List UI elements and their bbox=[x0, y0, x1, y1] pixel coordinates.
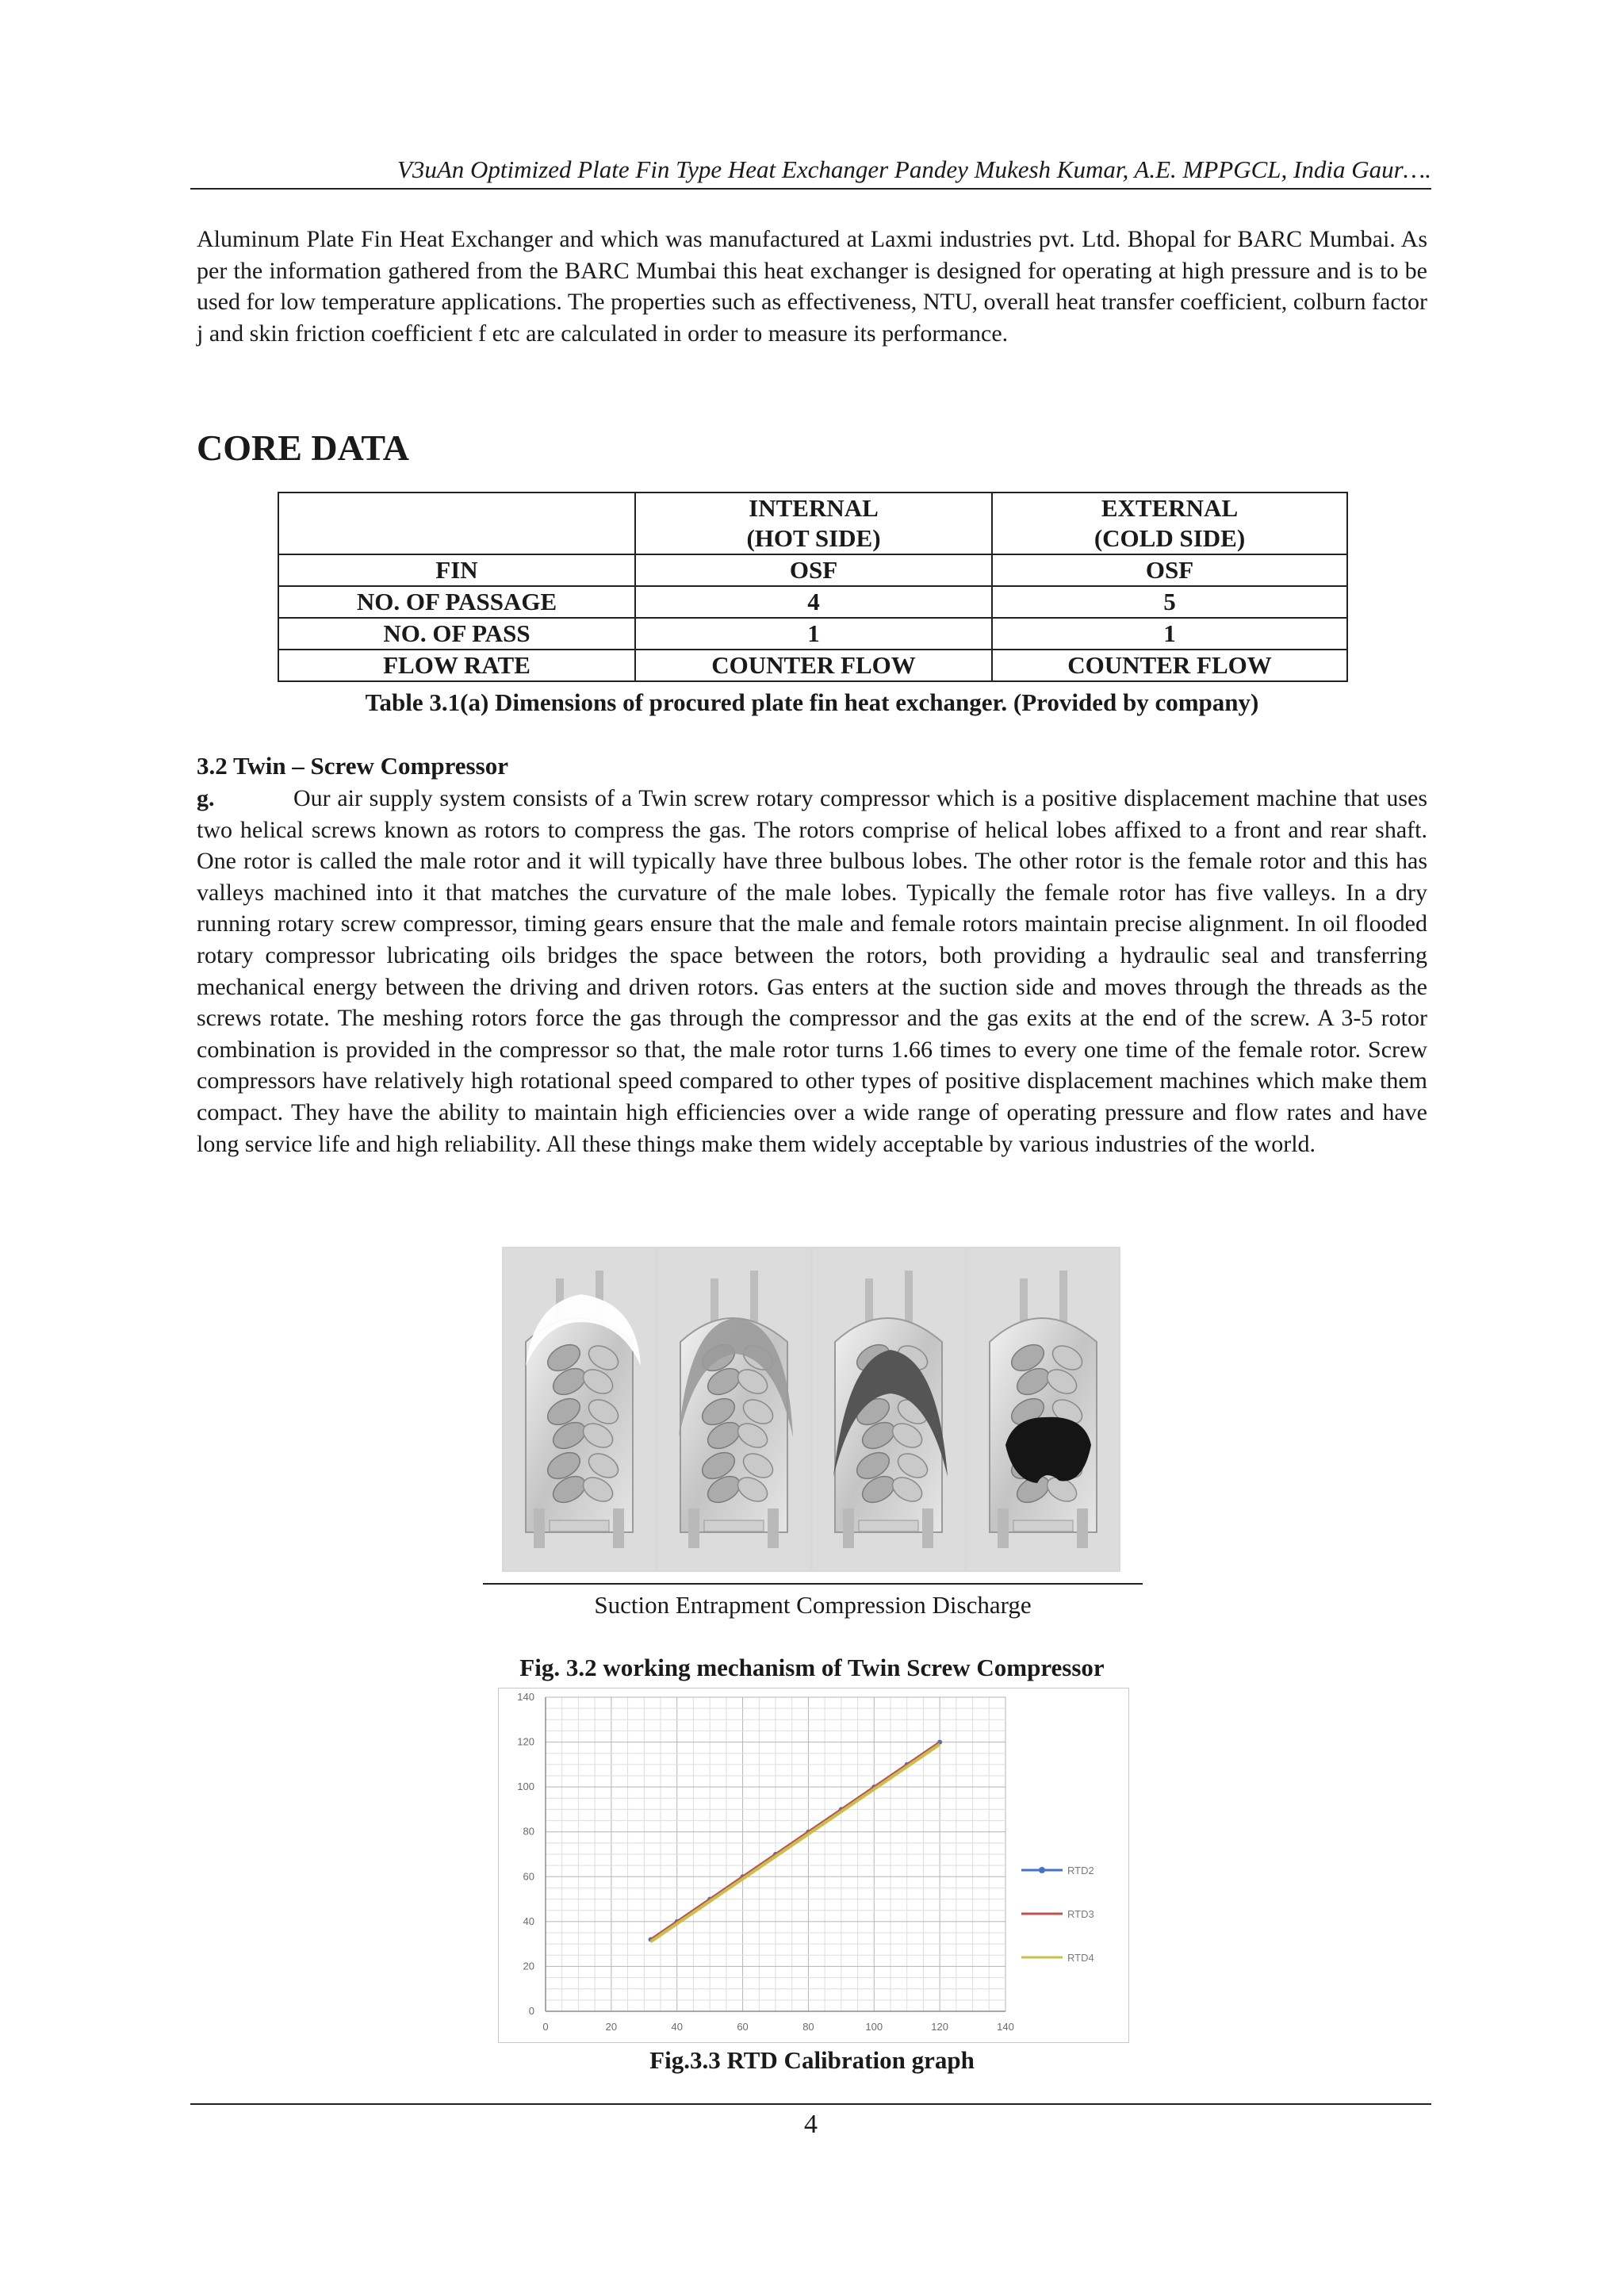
table-cell: 4 bbox=[635, 586, 992, 618]
table-cell: 1 bbox=[992, 618, 1347, 650]
core-data-table bbox=[278, 492, 1348, 682]
legend-label: RTD3 bbox=[1067, 1908, 1094, 1920]
section-lead: g. bbox=[197, 785, 215, 811]
table-cell: OSF bbox=[992, 554, 1347, 586]
core-data-heading: CORE DATA bbox=[197, 427, 409, 468]
table-cell: 5 bbox=[992, 586, 1347, 618]
x-tick-label: 20 bbox=[605, 2021, 618, 2033]
x-tick-label: 140 bbox=[997, 2021, 1014, 2033]
table-cell: NO. OF PASSAGE bbox=[278, 586, 635, 618]
table-header-row bbox=[278, 493, 1347, 554]
x-tick-label: 80 bbox=[802, 2021, 814, 2033]
figure-3-3-caption: Fig.3.3 RTD Calibration graph bbox=[649, 2046, 975, 2074]
x-tick-label: 100 bbox=[865, 2021, 883, 2033]
y-tick-label: 60 bbox=[523, 1870, 534, 1883]
table-row bbox=[278, 650, 1347, 681]
compressor-illustration bbox=[502, 1247, 1120, 1572]
table-row bbox=[278, 554, 1347, 586]
table-row bbox=[278, 586, 1347, 618]
table-cell: 1 bbox=[635, 618, 992, 650]
table-caption: Table 3.1(a) Dimensions of procured plate fin heat exchanger. (Provided by company) bbox=[365, 688, 1259, 716]
legend-label: RTD4 bbox=[1067, 1952, 1094, 1964]
y-tick-label: 0 bbox=[528, 2005, 534, 2017]
rtd-calibration-chart bbox=[498, 1688, 1129, 2043]
compressor-stage bbox=[813, 1248, 964, 1570]
y-tick-label: 40 bbox=[523, 1915, 534, 1927]
y-tick-label: 20 bbox=[523, 1960, 534, 1972]
table-cell: NO. OF PASS bbox=[278, 618, 635, 650]
footer-rule bbox=[190, 2103, 1431, 2105]
chart-svg bbox=[498, 1688, 1129, 2043]
y-tick-label: 100 bbox=[517, 1780, 534, 1793]
figure-3-2-caption: Fig. 3.2 working mechanism of Twin Screw Compressor bbox=[519, 1654, 1105, 1681]
table-header-cell bbox=[278, 493, 635, 554]
header-rule bbox=[190, 188, 1431, 190]
y-tick-label: 120 bbox=[517, 1735, 534, 1748]
x-tick-label: 60 bbox=[737, 2021, 749, 2033]
x-tick-label: 40 bbox=[671, 2021, 683, 2033]
y-tick-label: 140 bbox=[517, 1691, 534, 1703]
table-cell: FIN bbox=[278, 554, 635, 586]
compressor-stage bbox=[504, 1248, 655, 1570]
compressor-stage bbox=[967, 1248, 1119, 1570]
section-body bbox=[197, 783, 1427, 1159]
table-cell: FLOW RATE bbox=[278, 650, 635, 681]
legend-marker bbox=[1039, 1867, 1045, 1873]
section-body-text: Our air supply system consists of a Twin screw rotary compressor which is a positive displacement machine that uses two helical screws known as rotors to compress the gas. The rotors comprise of helical lobes affixed to a front and rear shaft. One rotor is called the male rotor and it will typically have three bulbous lobes. The other rotor is the female rotor and this has valleys machined into it that matches the curvature of the male lobes. Typically the female rotor has five valleys. In a dry running rotary screw compressor, timing gears ensure that the male and female rotors maintain precise alignment. In oil flooded rotary compressor lubricating oils bridges the space between the rotors, both providing a hydraulic seal and transferring mechanical energy between the driving and driven rotors. Gas enters at the suction side and moves through the threads as the screws rotate. The meshing rotors force the gas through the compressor and the gas exits at the end of the screw. A 3-5 rotor combination is provided in the compressor so that, the male rotor turns 1.66 times to every one time of the female rotor. Screw compressors have relatively high rotational speed compared to other types of positive displacement machines which make them compact. They have the ability to maintain high efficiencies over a wide range of operating pressure and flow rates and have long service life and high reliability. All these things make them widely acceptable by various industries of the world. bbox=[197, 785, 1427, 1157]
compressor-stage bbox=[658, 1248, 810, 1570]
table-cell: COUNTER FLOW bbox=[635, 650, 992, 681]
x-tick-label: 0 bbox=[542, 2021, 549, 2033]
x-tick-label: 120 bbox=[931, 2021, 948, 2033]
legend-label: RTD2 bbox=[1067, 1865, 1094, 1876]
table-cell: OSF bbox=[635, 554, 992, 586]
figure-rule bbox=[483, 1583, 1143, 1585]
intro-paragraph: Aluminum Plate Fin Heat Exchanger and which was manufactured at Laxmi industries pvt. Ltd. Bhopal for BARC Mumbai. As per the information gathered from the BARC Mumbai this heat exchanger is designed for operating at high pressure and is to be used for low temperature applications. The properties such as effectiveness, NTU, overall heat transfer coefficient, colburn factor j and skin friction coefficient f etc are calculated in order to measure its performance. bbox=[197, 226, 1427, 347]
page-number: 4 bbox=[804, 2110, 818, 2139]
table-header-cell: EXTERNAL (COLD SIDE) bbox=[992, 493, 1347, 554]
table-row bbox=[278, 618, 1347, 650]
y-tick-label: 80 bbox=[523, 1825, 534, 1838]
section-heading: 3.2 Twin – Screw Compressor bbox=[197, 752, 508, 780]
table-header-cell: INTERNAL (HOT SIDE) bbox=[635, 493, 992, 554]
stage-labels: Suction Entrapment Compression Discharge bbox=[594, 1591, 1032, 1619]
compressor-figure bbox=[502, 1247, 1120, 1572]
table-cell: COUNTER FLOW bbox=[992, 650, 1347, 681]
running-header: V3uAn Optimized Plate Fin Type Heat Exchanger Pandey Mukesh Kumar, A.E. MPPGCL, India Gaur…. bbox=[396, 155, 1431, 183]
